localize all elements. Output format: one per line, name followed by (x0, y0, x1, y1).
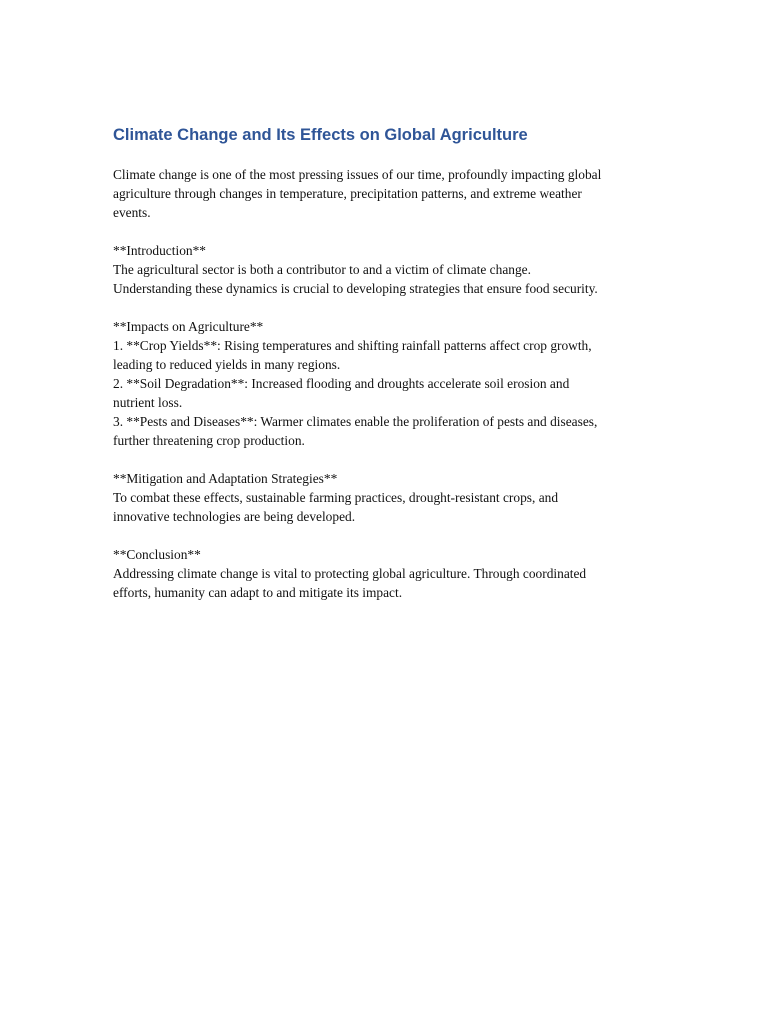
text-line: Addressing climate change is vital to protecting global agriculture. Through coordinated (113, 566, 587, 581)
section-introduction (113, 241, 658, 298)
text-line: To combat these effects, sustainable farming practices, drought-resistant crops, and (113, 490, 559, 505)
text-line: efforts, humanity can adapt to and mitigate its impact. (113, 585, 403, 600)
text-line: nutrient loss. (113, 395, 183, 410)
text-line: The agricultural sector is both a contributor to and a victim of climate change. (113, 262, 531, 277)
section-mitigation (113, 469, 658, 526)
list-item-soil-degradation: 2. **Soil Degradation**: Increased flooding and droughts accelerate soil erosion and (113, 376, 570, 391)
section-heading: **Introduction** (113, 243, 206, 258)
section-heading: **Mitigation and Adaptation Strategies** (113, 471, 338, 486)
text-line: Climate change is one of the most pressing issues of our time, profoundly impacting global (113, 167, 602, 182)
text-line: events. (113, 205, 151, 220)
list-item-pests-diseases: 3. **Pests and Diseases**: Warmer climates enable the proliferation of pests and diseases, (113, 414, 598, 429)
text-line: innovative technologies are being developed. (113, 509, 356, 524)
text-line: Understanding these dynamics is crucial to developing strategies that ensure food security. (113, 281, 598, 296)
paragraph-intro-text (113, 165, 658, 222)
text-line: further threatening crop production. (113, 433, 305, 448)
text-line: leading to reduced yields in many regions. (113, 357, 341, 372)
text-line: agriculture through changes in temperature, precipitation patterns, and extreme weather (113, 186, 582, 201)
section-conclusion (113, 545, 658, 602)
document-title: Climate Change and Its Effects on Global Agriculture (113, 126, 528, 144)
list-item-crop-yields: 1. **Crop Yields**: Rising temperatures and shifting rainfall patterns affect crop growth, (113, 338, 592, 353)
section-heading: **Conclusion** (113, 547, 201, 562)
section-heading: **Impacts on Agriculture** (113, 319, 264, 334)
section-impacts (113, 317, 658, 450)
document-body (113, 124, 658, 621)
